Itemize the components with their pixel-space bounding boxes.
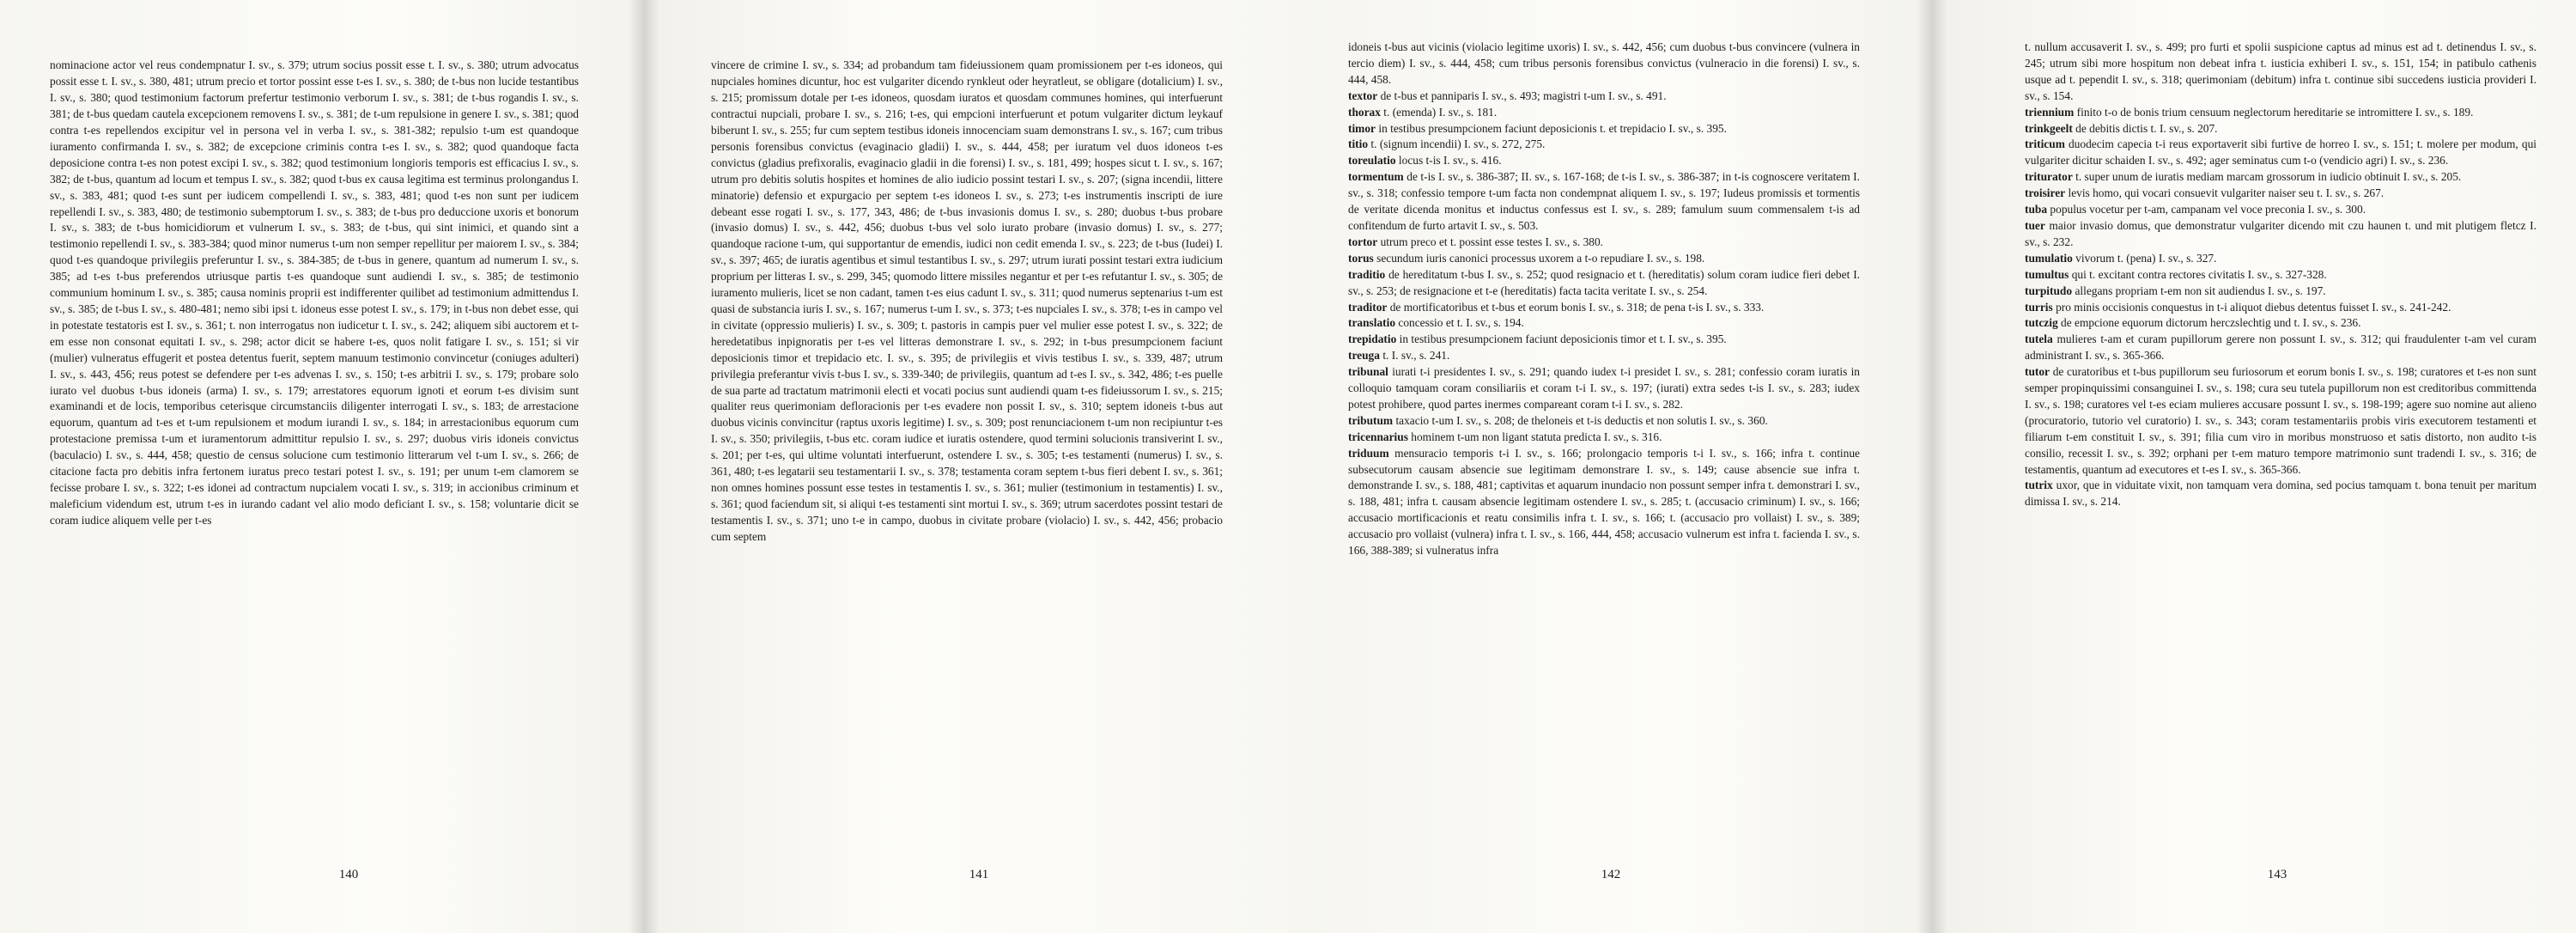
index-entry: t. nullum accusaverit I. sv., s. 499; pro furti et spolii suspicione captus ad minus est ad t. detinendus I. sv., s. 245; utrum sibi more hospitum non debeat infra t. iusticia exhiberi I. sv., s. 151, 154; in patibulo cathenis usque ad t. pependit I. sv., s. 318; querimoniam (debitum) infra t. continue sibi succedens iusticia provideri I. sv., s. 154. xyxy=(2025,40,2537,102)
headword: torus xyxy=(1348,251,1374,265)
index-entry: tutrix uxor, que in viduitate vixit, non tamquam vera domina, sed pocius tamquam t. bona tenuit per maritum dimissa I. sv., s. 214. xyxy=(2025,479,2537,509)
index-entries xyxy=(1348,40,1860,559)
index-entries xyxy=(2025,40,2537,510)
index-entry: tutela mulieres t-am et curam pupillorum gerere non possunt I. sv., s. 312; qui fraudulenter t-am vel curam administrant I. sv., s. 365-366. xyxy=(2025,332,2537,363)
index-entry: triticum duodecim capecia t-i reus exportaverit sibi furtive de horreo I. sv., s. 151; t. molere per modum, qui vulgariter dicitur schaiden I. sv., s. 492; ager seminatus cum t-o (vendicio agri) I. sv., s. 236. xyxy=(2025,137,2537,168)
index-entry: traditio de hereditatum t-bus I. sv., s. 252; quod resignacio et t. (hereditatis) solum coram iudice fieri debet I. sv., s. 253; de resignacione et t-e (hereditatis) facta tacita veritate I. sv., s. 254. xyxy=(1348,267,1861,297)
page-text: nominacione actor vel reus condempnatur I. sv., s. 379; utrum socius possit esse t. I. sv., s. 380; utrum advocatus possit esse t. I. sv., s. 380, 481; utrum precio et tortor possint esse t-es I. sv., s. 380; de t-bus non lucide testantibus I. sv., s. 380; quod testimonium factorum prefertur testimonio verborum I. sv., s. 381; de t-bus rogandis I. sv., s. 381; de t-bus quedam cautela excepcionem removens I. sv., s. 381; de t-um repulsione in genere I. sv., s. 381; quod contra t-es repellendos excipitur vel in persona vel in verba I. sv., s. 381-382; repulsio t-um est quandoque iuramento confirmanda I. sv., s. 382; de excepcione criminis contra t-es I. sv., s. 382; quod quandoque facta deposicione contra t-es non potest excipi I. sv., s. 382; quod testimonium longioris temporis est efficacius I. sv., s. 382; de t-bus, quantum ad locum et tempus I. sv., s. 382; quod t-bus ex causa legitima est terminus prolongandus I. sv., s. 383, 481; quod t-es sunt per iudicem compellendi I. sv., s. 383, 481; quod t-es non sunt per iudicem repellendi I. sv., s. 383, 480; de testimonio subemptorum I. sv., s. 383; de t-bus pro deduccione uxoris et bonorum I. sv., s. 383; de t-bus homicidiorum et vulnerum I. sv., s. 383; de t-bus, qui sint inimici, et quando sint a testimonio repellendi I. sv., s. 383-384; quod minor numerus t-um non semper repellitur per maiorem I. sv., s. 384; quod t-es quandoque privilegiis preferuntur I. sv., s. 384-385; de t-bus in genere, quantum ad numerum I. sv., s. 385; ad t-es t-bus preferendos utriusque partis t-es quandoque sunt audiendi I. sv., s. 385; de testimonio communium hominum I. sv., s. 385; causa nominis proprii est indifferenter quilibet ad testimonium admittendus I. sv., s. 385; de t-bus I. sv., s. 480-481; nemo sibi ipsi t. idoneus esse potest I. sv., s. 179; in t-bus non debet esse, qui in potestate testatoris est I. sv., s. 361; t. non interrogatus non iudicetur t. I. sv., s. 242; aliquem sibi auctorem et t-em esse non consonat equitati I. sv., s. 298; actor dicit se habere t-es, quos nolit fatigare I. sv., s. 151; si vir (mulier) vulneratus effugerit et postea detentus fuerit, septem manuum testimonio convincetur (coniuges adulteri) I. sv., s. 443, 456; reus potest se defendere per t-es advenas I. sv., s. 150; t-es arbitrii I. sv., s. 179; probare solo iurato vel duobus t-bus idoneis (arma) I. sv., s. 179; arrestatores equorum ignoti et eorum t-es divisim sunt examinandi et de locis, temporibus ceterisque circumstanciis diligenter interrogati I. sv., s. 183; de arrestacione equorum, quantum ad t-es et t-um repulsionem et modum iurandi I. sv., s. 184; in arrestacionibus equorum cum protestacione premissa t-um et iuramentorum admittitur repulsio I. sv., s. 297; duobus viris idoneis convictus (baculacio) I. sv., s. 444, 458; questio de census solucione cum testimonio litterarum vel t-um I. sv., s. 266; de citacione facta pro debitis infra fertonem iuratus preco testari potest I. sv., s. 191; per unum t-em clamorem se fecisse probare I. sv., s. 322; t-es idonei ad contractum nupcialem vocati I. sv., s. 319; in accionibus criminum et maleficium videndum est, utrum t-es in iurando cadant vel alio modo deficiant I. sv., s. 158; voluntarie dicit se coram iudice aliquem velle per t-es xyxy=(50,58,579,527)
headword: traditor xyxy=(1348,300,1388,314)
index-entry: tutczig de empcione equorum dictorum herczslechtig und t. I. sv., s. 236. xyxy=(2025,316,2361,330)
index-entry: trepidatio in testibus presumpcionem faciunt deposicionis timor et t. I. sv., s. 395. xyxy=(1348,332,1727,346)
headword: triticum xyxy=(2025,137,2065,151)
index-entry: idoneis t-bus aut vicinis (violacio legitime uxoris) I. sv., s. 442, 456; cum duobus t-bus convincere (vulnera in tercio diem) I. sv., s. 444, 458; cum tribus personis forensibus convictus (vulneracio in die forensi) I. sv., s. 444, 458. xyxy=(1348,40,1860,86)
index-entry: traditor de mortificatoribus et t-bus et eorum bonis I. sv., s. 318; de pena t-is I. sv., s. 333. xyxy=(1348,300,1765,314)
index-entry: titio t. (signum incendii) I. sv., s. 272, 275. xyxy=(1348,137,1546,151)
headword: trinkgeelt xyxy=(2025,121,2073,135)
headword: trepidatio xyxy=(1348,332,1397,346)
page-141 xyxy=(644,0,1288,933)
headword: traditio xyxy=(1348,267,1386,281)
headword: tumultus xyxy=(2025,267,2069,281)
index-entry: tribunal iurati t-i presidentes I. sv., s. 291; quando iudex t-i presidet I. sv., s. 281; confessio coram iuratis in colloquio tamquam coram consiliariis et coram t-i I. sv., s. 197; (iurati) extra sedes t-is I. sv., s. 283; iudex potest prohibere, quod partes inermes compareant coram t-i I. sv., s. 282. xyxy=(1348,365,1860,411)
index-entry: textor de t-bus et panniparis I. sv., s. 493; magistri t-um I. sv., s. 491. xyxy=(1348,88,1667,102)
gutter-shadow xyxy=(1932,0,1947,933)
index-entry: triduum mensuracio temporis t-i I. sv., s. 166; prolongacio temporis t-i I. sv., s. 166; infra t. continue subsecutorum causam absencie sue legitimam demonstrare I. sv., s. 149; cause absencie sue infra t. demonstrande I. sv., s. 188, 481; captivitas et aquarum inundacio non possunt semper infra t. demonstrari I. sv., s. 188, 481; infra t. causam absencie legitimam ostendere I. sv., s. 285; t. (accusacio criminum) I. sv., s. 166; accusacio mortificacionis et reatu consimilis infra t. I. sv., s. 166; t. (accusacio pro vollaist) I. sv., s. 389; accusacio pro vollaist (vulnera) infra t. I. sv., s. 166, 444, 458; accusacio vulnerum est infra t. facienda I. sv., s. 166, 388-389; si vulneratus infra xyxy=(1348,446,1860,558)
page-142 xyxy=(1288,0,1932,933)
page-number: 141 xyxy=(969,868,989,881)
headword: tuer xyxy=(2025,218,2045,232)
headword: tutela xyxy=(2025,332,2053,346)
index-entry: timor in testibus presumpcionem faciunt deposicionis t. et trepidacio I. sv., s. 395. xyxy=(1348,121,1727,135)
index-entry: treuga t. I. sv., s. 241. xyxy=(1348,349,1450,363)
index-entry: tumultus qui t. excitant contra rectores civitatis I. sv., s. 327-328. xyxy=(2025,267,2327,281)
index-entry: turpitudo allegans propriam t-em non sit audiendus I. sv., s. 197. xyxy=(2025,284,2326,297)
headword: tumulatio xyxy=(2025,251,2073,265)
headword: toreulatio xyxy=(1348,154,1396,168)
headword: tricennarius xyxy=(1348,430,1408,443)
index-entry: thorax t. (emenda) I. sv., s. 181. xyxy=(1348,105,1498,119)
page-number: 143 xyxy=(2267,868,2287,881)
headword: triturator xyxy=(2025,170,2073,184)
headword: tributum xyxy=(1348,413,1394,427)
headword: triennium xyxy=(2025,105,2075,119)
page-143 xyxy=(1932,0,2576,933)
gutter-shadow xyxy=(1917,0,1932,933)
headword: translatio xyxy=(1348,316,1396,330)
headword: treuga xyxy=(1348,349,1380,363)
gutter-shadow xyxy=(644,0,659,933)
index-entry: tributum taxacio t-um I. sv., s. 208; de theloneis et t-is deductis et non solutis I. sv., s. 360. xyxy=(1348,413,1768,427)
index-entry: troisirer levis homo, qui vocari consuevit vulgariter naiser seu t. I. sv., s. 267. xyxy=(2025,186,2385,200)
index-entry: tormentum de t-is I. sv., s. 386-387; II. sv., s. 167-168; de t-is I. sv., s. 386-387; in t-is cognoscere veritatem I. sv., s. 318; confessio tempore t-um facta non condempnat aliquem I. sv., s. 197; Iudeus promissis et tormentis de veritate dicenda monitus et inductus confessus est I. sv., s. 289; famulum suum commensalem t-is ad confitendum de furto artavit I. sv., s. 503. xyxy=(1348,170,1860,232)
index-entry: tuer maior invasio domus, que demonstratur vulgariter dicendo mit czu haunen t. und mit plutigem fletcz I. sv., s. 232. xyxy=(2025,218,2537,248)
gutter-shadow xyxy=(629,0,644,933)
headword: tribunal xyxy=(1348,365,1388,379)
page-number: 142 xyxy=(1601,868,1621,881)
index-entry: tumulatio vivorum t. (pena) I. sv., s. 327. xyxy=(2025,251,2217,265)
headword: tutrix xyxy=(2025,479,2053,492)
index-entry: tortor utrum preco et t. possint esse testes I. sv., s. 380. xyxy=(1348,235,1604,248)
headword: tutor xyxy=(2025,365,2050,379)
index-entry: torus secundum iuris canonici processus uxorem a t-o repudiare I. sv., s. 198. xyxy=(1348,251,1705,265)
headword: titio xyxy=(1348,137,1369,151)
index-entry: tuba populus vocetur per t-am, campanam vel voce preconia I. sv., s. 300. xyxy=(2025,203,2366,216)
index-entry: trinkgeelt de debitis dictis t. I. sv., s. 207. xyxy=(2025,121,2218,135)
headword: textor xyxy=(1348,88,1378,102)
index-entry: triturator t. super unum de iuratis mediam marcam grossorum in iudicio obtinuit I. sv., s. 205. xyxy=(2025,170,2462,184)
headword: troisirer xyxy=(2025,186,2066,200)
page-text: vincere de crimine I. sv., s. 334; ad probandum tam fideiussionem quam promissionem per t-es idoneos, qui nupciales homines dicuntur, hoc est vulgariter dicendo rynkleut oder heyratleut, se obligare (dotalicium) I. sv., s. 215; promissum dotale per t-es idoneos, quosdam iuratos et quosdam communes homines, qui interfuerunt contractui nupciali, probare I. sv., s. 216; t-es, qui empcioni interfuerunt et potum vulgariter dictum leykauf biberunt I. sv., s. 255; fur cum septem testibus idoneis innocenciam suam demonstrans I. sv., s. 167; cum tribus personis forensibus convictus (evaginacio gladii) I. sv., s. 444, 458; per iuratum vel duos idoneos t-es convictus (gladius prefixoralis, evaginacio gladii in die forensi) I. sv., s. 181, 499; hospes sicut t. I. sv., s. 167; utrum pro debitis solutis hospites et homines de alio iudicio possint testari I. sv., s. 207; (signa incendii, littere minatorie) defensio et expurgacio per septem t-es idoneos I. sv., s. 273; t-es instrumentis inscripti de iure debeant esse rogati I. sv., s. 177, 343, 486; de t-bus invasionis domus I. sv., s. 280; duobus t-bus probare (invasio domus) I. sv., s. 442, 456; duobus t-bus vel solo iurato probare (invasio domus) I. sv., s. 277; quandoque racione t-um, qui supportantur de emendis, iudici non cedit emenda I. sv., s. 223; de t-bus (Iudei) I. sv., s. 397; 465; de iuratis agentibus et simul testantibus I. sv., s. 297; utrum iurati possint testari extra iudicium proprium per litteras I. sv., s. 299, 345; quomodo littere missiles negantur et per t-es refutantur I. sv., s. 305; de iuramento mulieris, licet se non cadant, tamen t-es eius cadunt I. sv., s. 311; quod numerus septenarius t-um est quasi de substancia iuris I. sv., s. 167; numerus t-um I. sv., s. 373; t-es nupciales I. sv., s. 378; t-es in campo vel in civitate (oppressio mulieris) I. sv., s. 309; t. pastoris in campis puer vel mulier esse potest I. sv., s. 322; de heredetatibus inpignoratis per t-es vel litteras demonstrare I. sv., s. 292; in t-bus presumpcionem faciunt deposicionis timor et trepidacio etc. I. sv., s. 395; de privilegiis et vivis testibus I. sv., s. 339, 487; utrum privilegia preferantur vivis t-bus I. sv., s. 339-340; de privilegiis, quantum ad t-es I. sv., s. 342, 486; t-es puelle de sua parte ad tractatum matrimonii electi et vocati pocius sunt audiendi quam t-es fideiussorum I. sv., s. 215; qualiter reus querimoniam defloracionis per t-es evadere non possit I. sv., s. 310; septem idoneis t-bus aut duobus vicinis convincitur (raptus uxoris legitime) I. sv., s. 309; post renunciacionem t-um non recipiuntur t-es I. sv., s. 350; privilegiis, t-bus etc. coram iudice et iuratis ostendere, quod termini solucionis transiverint I. sv., s. 201; per t-es, qui ultime voluntati interfuerunt, ostendere I. sv., s. 305; t-es testamenti (numerus) I. sv., s. 361, 480; t-es legatarii seu testamentarii I. sv., s. 378; testamenta coram septem t-bus fieri debent I. sv., s. 361; non omnes homines possunt esse testes in testamentis I. sv., s. 361; mulier (testimonium in testamentis) I. sv., s. 361; quod faciendum sit, si aliqui t-es testamenti sint mortui I. sv., s. 369; utrum sacerdotes possint testari de testamentis I. sv., s. 371; uno t-e in campo, duobus in civitate probare (violacio) I. sv., s. 442, 456; probacio cum septem xyxy=(711,58,1223,543)
index-entry: translatio concessio et t. I. sv., s. 194. xyxy=(1348,316,1524,330)
headword: timor xyxy=(1348,121,1376,135)
headword: turris xyxy=(2025,300,2053,314)
index-entry: tricennarius hominem t-um non ligant statuta predicta I. sv., s. 316. xyxy=(1348,430,1662,443)
headword: tortor xyxy=(1348,235,1378,248)
headword: thorax xyxy=(1348,105,1381,119)
headword: triduum xyxy=(1348,446,1389,460)
headword: turpitudo xyxy=(2025,284,2073,297)
index-entry: toreulatio locus t-is I. sv., s. 416. xyxy=(1348,154,1502,168)
page-number: 140 xyxy=(338,868,359,881)
index-entry: tutor de curatoribus et t-bus pupillorum seu furiosorum et eorum bonis I. sv., s. 198; curatores et t-es non sunt semper propinquissimi consanguinei I. sv., s. 198; cura seu tutela pupillorum non est creditoribus committenda I. sv., s. 198; curatores vel t-es eciam mulieres accusare possunt I. sv., s. 198-199; agere suo nomine aut alieno (procuratorio, tutorio vel curatorio) I. sv., s. 343; coram testamentariis probis viris executorem testamenti et filiarum t-em constituit I. sv., s. 391; filia cum viro in moribus monstruoso et satis distorto, non audito t-is consilio, recessit I. sv., s. 392; orphani per t-em maturo tempore matrimonio sunt tradendi I. sv., s. 316; de testamentis, quantum ad executores et t-es I. sv., s. 365-366. xyxy=(2025,365,2537,476)
headword: tutczig xyxy=(2025,316,2058,330)
page-140 xyxy=(0,0,644,933)
headword: tormentum xyxy=(1348,170,1404,184)
index-entry: turris pro minis occisionis conquestus in t-i aliquot diebus detentus fuisset I. sv., s. 241-242. xyxy=(2025,300,2451,314)
headword: tuba xyxy=(2025,203,2048,216)
index-entry: triennium finito t-o de bonis trium censuum neglectorum hereditarie se intromittere I. sv., s. 189. xyxy=(2025,105,2474,119)
